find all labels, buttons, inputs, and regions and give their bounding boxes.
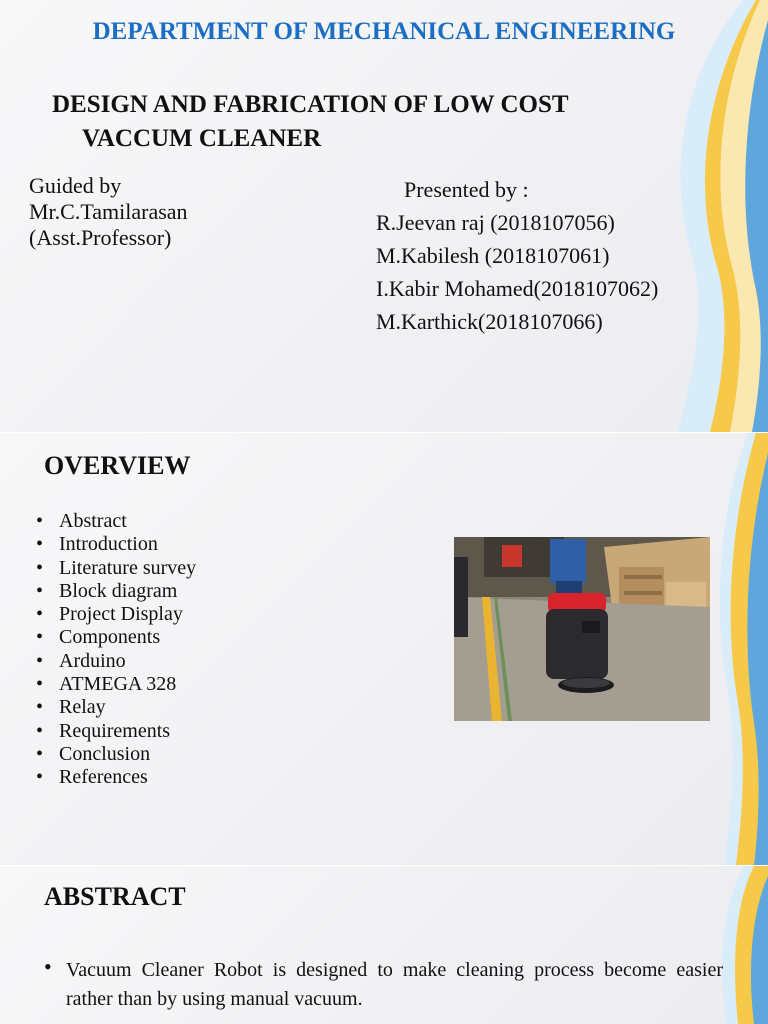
floor-scrubber-photo bbox=[454, 537, 710, 721]
abstract-body bbox=[44, 956, 723, 1014]
presenters-block bbox=[376, 173, 658, 338]
list-item: • Block diagram bbox=[36, 580, 196, 603]
bullet-icon: • bbox=[44, 954, 52, 979]
guide-name: Mr.C.Tamilarasan bbox=[29, 199, 188, 224]
project-title-line2: VACCUM CLEANER bbox=[82, 125, 322, 152]
list-item: • Arduino bbox=[36, 650, 196, 673]
abstract-paragraph: Vacuum Cleaner Robot is designed to make cleaning process become easier rather than by using manual vacuum. bbox=[66, 959, 723, 1010]
list-item: • Project Display bbox=[36, 603, 196, 626]
list-item: • Literature survey bbox=[36, 557, 196, 580]
presenter-item: M.Kabilesh (2018107061) bbox=[376, 243, 610, 268]
overview-heading: OVERVIEW bbox=[44, 451, 191, 480]
list-item: • Introduction bbox=[36, 533, 196, 556]
presenter-item: I.Kabir Mohamed(2018107062) bbox=[376, 276, 659, 301]
list-item: • Components bbox=[36, 626, 196, 649]
list-item: • Abstract bbox=[36, 510, 196, 533]
slide-overview bbox=[0, 433, 768, 865]
project-title-line1: DESIGN AND FABRICATION OF LOW COST bbox=[52, 91, 569, 118]
wave-decoration bbox=[708, 433, 768, 865]
slide-title bbox=[0, 0, 768, 432]
guide-block bbox=[29, 173, 188, 251]
overview-list bbox=[36, 510, 196, 790]
presenter-item: R.Jeevan raj (2018107056) bbox=[376, 210, 615, 235]
presenter-item: M.Karthick(2018107066) bbox=[376, 309, 603, 334]
slide-abstract bbox=[0, 866, 768, 1024]
list-item: • Requirements bbox=[36, 720, 196, 743]
guide-role: (Asst.Professor) bbox=[29, 225, 172, 250]
presented-heading: Presented by : bbox=[404, 177, 529, 202]
abstract-heading: ABSTRACT bbox=[44, 882, 186, 911]
list-item: • Conclusion bbox=[36, 743, 196, 766]
list-item: • References bbox=[36, 766, 196, 789]
list-item: • Relay bbox=[36, 696, 196, 719]
project-title bbox=[52, 88, 569, 156]
list-item: • ATMEGA 328 bbox=[36, 673, 196, 696]
guide-heading: Guided by bbox=[29, 173, 122, 198]
department-name: DEPARTMENT OF MECHANICAL ENGINEERING bbox=[92, 18, 676, 45]
wave-decoration bbox=[648, 0, 768, 432]
